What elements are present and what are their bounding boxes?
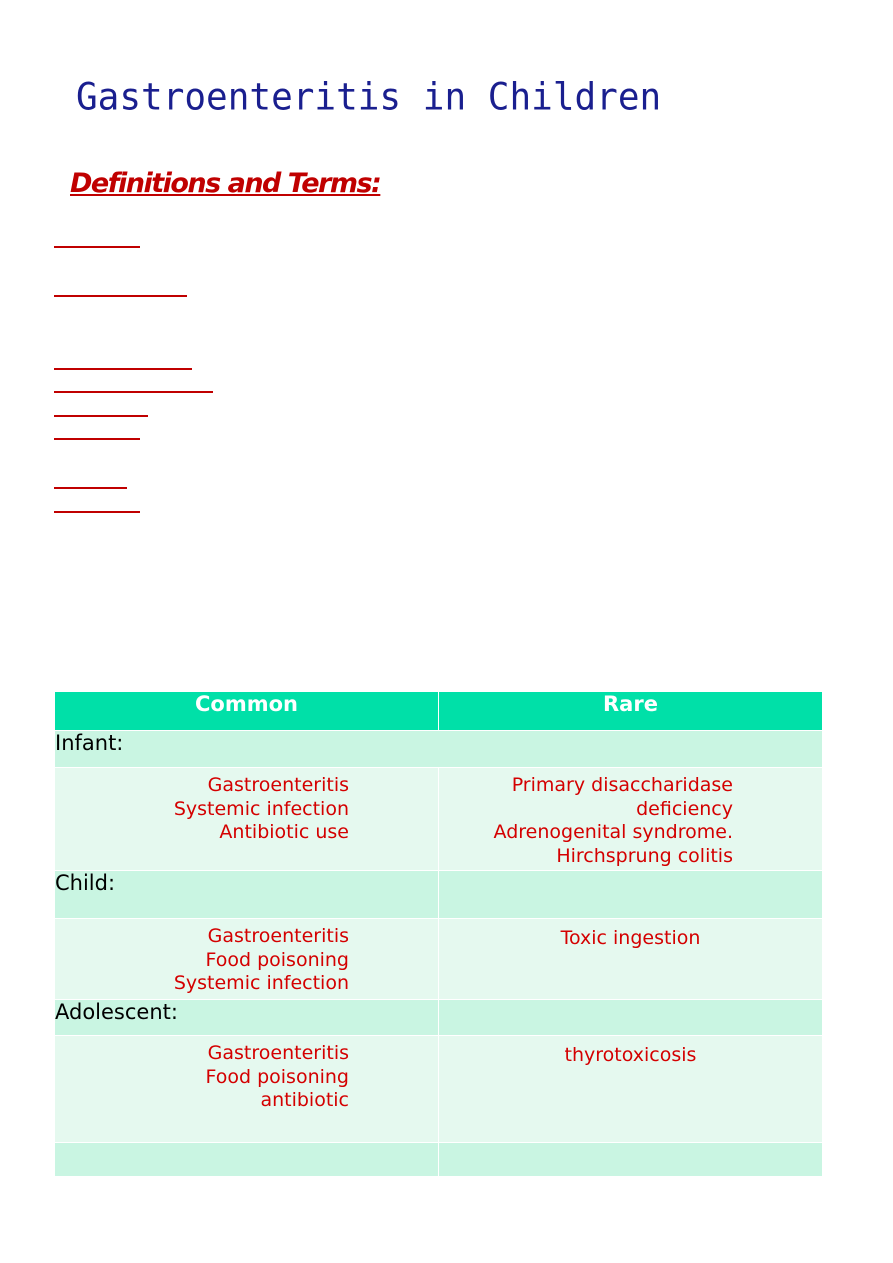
term-underline	[54, 295, 187, 297]
term-underline	[54, 391, 213, 393]
column-header-common: Common	[55, 692, 439, 731]
list-item: Systemic infection	[173, 797, 349, 820]
column-header-rare: Rare	[439, 692, 823, 731]
rare-causes-cell	[439, 768, 823, 871]
list-item: thyrotoxicosis	[564, 1044, 697, 1066]
list-item: deficiency	[636, 797, 733, 820]
term-underline	[54, 487, 127, 489]
group-label: Adolescent:	[55, 1000, 439, 1036]
list-item: Antibiotic use	[219, 821, 349, 843]
term-underline	[54, 511, 140, 513]
rare-causes-cell	[439, 1036, 823, 1143]
common-causes-cell	[55, 919, 439, 1000]
section-heading: Definitions and Terms:	[70, 168, 381, 199]
group-empty-cell	[439, 871, 823, 919]
empty-row	[55, 1143, 823, 1177]
list-item: Primary disaccharidase	[511, 774, 733, 796]
group-row-adolescent	[55, 1000, 823, 1036]
term-underline	[54, 368, 192, 370]
empty-cell	[55, 1143, 439, 1177]
list-item: Gastroenteritis	[207, 774, 349, 796]
table-header-row	[55, 692, 823, 731]
group-row-infant	[55, 731, 823, 768]
list-item: Food poisoning	[205, 948, 349, 971]
differential-diagnosis-table	[54, 691, 823, 1177]
list-item: Toxic ingestion	[560, 927, 701, 949]
table-row	[55, 1036, 823, 1143]
group-row-child	[55, 871, 823, 919]
table-row	[55, 768, 823, 871]
group-empty-cell	[439, 1000, 823, 1036]
term-underline	[54, 246, 140, 248]
rare-causes-cell	[439, 919, 823, 1000]
list-item: Hirchsprung colitis	[556, 844, 733, 867]
common-causes-cell	[55, 768, 439, 871]
group-label: Child:	[55, 871, 439, 919]
table-row	[55, 919, 823, 1000]
common-causes-cell	[55, 1036, 439, 1143]
list-item: Food poisoning	[205, 1065, 349, 1088]
term-underline	[54, 438, 140, 440]
list-item: Adrenogenital syndrome.	[493, 821, 733, 843]
list-item: antibiotic	[260, 1089, 349, 1111]
list-item: Gastroenteritis	[207, 925, 349, 947]
list-item: Gastroenteritis	[207, 1042, 349, 1064]
term-underline	[54, 415, 148, 417]
page-title: Gastroenteritis in Children	[76, 76, 662, 120]
empty-cell	[439, 1143, 823, 1177]
group-label: Infant:	[55, 731, 823, 768]
list-item: Systemic infection	[173, 972, 349, 994]
